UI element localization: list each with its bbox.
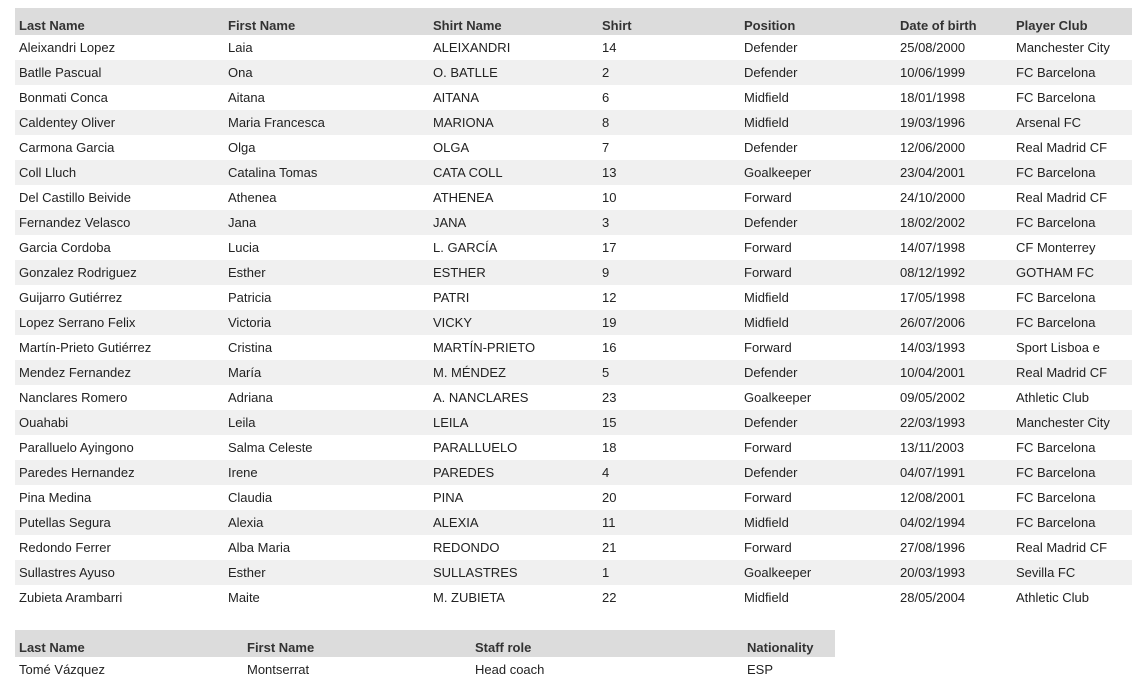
table-row bbox=[15, 410, 1132, 435]
cell-player-club: Sevilla FC bbox=[1012, 560, 1132, 585]
cell-last-name: Martín-Prieto Gutiérrez bbox=[19, 340, 152, 355]
cell-first-name: Aitana bbox=[228, 90, 265, 105]
cell-position: Defender bbox=[740, 60, 896, 85]
table-row bbox=[15, 260, 1132, 285]
table-row bbox=[15, 110, 1132, 135]
cell-position: Defender bbox=[744, 140, 798, 155]
table-row bbox=[15, 135, 1132, 160]
cell-player-club: FC Barcelona bbox=[1016, 290, 1096, 305]
cell-shirt: 1 bbox=[598, 560, 740, 585]
cell-date-of-birth: 23/04/2001 bbox=[896, 160, 1012, 185]
cell-shirt: 19 bbox=[598, 310, 740, 335]
table-row bbox=[15, 85, 1132, 110]
cell-player-club: GOTHAM FC bbox=[1012, 260, 1132, 285]
cell-player-club: FC Barcelona bbox=[1016, 440, 1096, 455]
cell-first-name: Laia bbox=[228, 40, 253, 55]
cell-shirt: 10 bbox=[602, 190, 617, 205]
cell-last-name: Zubieta Arambarri bbox=[19, 590, 123, 605]
cell-shirt-name: JANA bbox=[429, 210, 598, 235]
cell-shirt: 16 bbox=[602, 340, 617, 355]
cell-date-of-birth: 10/04/2001 bbox=[896, 360, 1012, 385]
cell-shirt-name: PAREDES bbox=[429, 460, 598, 485]
cell-shirt: 11 bbox=[598, 510, 740, 535]
table-row bbox=[15, 585, 1132, 610]
cell-position: Defender bbox=[740, 360, 896, 385]
cell-player-club: Real Madrid CF bbox=[1016, 140, 1108, 155]
cell-shirt-name: O. BATLLE bbox=[429, 60, 598, 85]
cell-first-name: Patricia bbox=[228, 290, 272, 305]
cell-position: Goalkeeper bbox=[740, 560, 896, 585]
cell-position: Defender bbox=[740, 460, 896, 485]
cell-last-name: Redondo Ferrer bbox=[19, 540, 111, 555]
cell-first-name: Alexia bbox=[224, 510, 429, 535]
cell-shirt-name: MARTÍN-PRIETO bbox=[433, 340, 536, 355]
cell-position: Midfield bbox=[744, 590, 789, 605]
cell-last-name: Paralluelo Ayingono bbox=[19, 440, 134, 455]
cell-shirt: 7 bbox=[602, 140, 610, 155]
cell-first-name: Athenea bbox=[228, 190, 277, 205]
cell-player-club: Athletic Club bbox=[1016, 590, 1089, 605]
table-row bbox=[15, 335, 1132, 360]
cell-shirt: 3 bbox=[598, 210, 740, 235]
players-header-row bbox=[15, 8, 1132, 35]
table-row bbox=[15, 160, 1132, 185]
cell-shirt: 21 bbox=[602, 540, 617, 555]
cell-first-name: Claudia bbox=[228, 490, 273, 505]
cell-shirt-name: PARALLUELO bbox=[433, 440, 518, 455]
cell-first-name: Maria Francesca bbox=[224, 110, 429, 135]
cell-date-of-birth: 18/02/2002 bbox=[896, 210, 1012, 235]
cell-position: Goalkeeper bbox=[744, 390, 812, 405]
cell-player-club: FC Barcelona bbox=[1016, 490, 1096, 505]
cell-date-of-birth: 28/05/2004 bbox=[900, 590, 966, 605]
cell-last-name: Sullastres Ayuso bbox=[15, 560, 224, 585]
cell-last-name: Fernandez Velasco bbox=[15, 210, 224, 235]
cell-date-of-birth: 18/01/1998 bbox=[900, 90, 966, 105]
cell-shirt: 18 bbox=[602, 440, 617, 455]
cell-shirt-name: OLGA bbox=[433, 140, 470, 155]
cell-last-name: Garcia Cordoba bbox=[19, 240, 111, 255]
table-row bbox=[15, 360, 1132, 385]
cell-shirt-name: LEILA bbox=[429, 410, 598, 435]
cell-last-name: Nanclares Romero bbox=[19, 390, 128, 405]
cell-position: Midfield bbox=[744, 290, 789, 305]
cell-player-club: Manchester City bbox=[1016, 40, 1110, 55]
cell-position: Forward bbox=[740, 260, 896, 285]
cell-last-name: Lopez Serrano Felix bbox=[15, 310, 224, 335]
cell-player-club: Real Madrid CF bbox=[1016, 190, 1108, 205]
cell-shirt: 23 bbox=[602, 390, 617, 405]
cell-date-of-birth: 26/07/2006 bbox=[896, 310, 1012, 335]
cell-last-name: Mendez Fernandez bbox=[15, 360, 224, 385]
cell-player-club: FC Barcelona bbox=[1012, 460, 1132, 485]
cell-date-of-birth: 24/10/2000 bbox=[900, 190, 966, 205]
cell-last-name: Batlle Pascual bbox=[15, 60, 224, 85]
cell-player-club: Manchester City bbox=[1012, 410, 1132, 435]
cell-first-name: Cristina bbox=[228, 340, 273, 355]
header-shirt-name: Shirt Name bbox=[429, 8, 598, 35]
table-row bbox=[15, 235, 1132, 260]
cell-position: Forward bbox=[744, 490, 792, 505]
cell-last-name: Pina Medina bbox=[19, 490, 92, 505]
cell-last-name: Caldentey Oliver bbox=[15, 110, 224, 135]
cell-player-club: FC Barcelona bbox=[1012, 310, 1132, 335]
cell-first-name: Lucia bbox=[228, 240, 260, 255]
cell-date-of-birth: 08/12/1992 bbox=[896, 260, 1012, 285]
cell-shirt-name: PATRI bbox=[433, 290, 470, 305]
header-date-of-birth: Date of birth bbox=[896, 8, 1012, 35]
cell-player-club: FC Barcelona bbox=[1016, 90, 1096, 105]
cell-last-name: Carmona Garcia bbox=[19, 140, 115, 155]
cell-date-of-birth: 25/08/2000 bbox=[900, 40, 966, 55]
cell-date-of-birth: 17/05/1998 bbox=[900, 290, 966, 305]
table-row bbox=[15, 35, 1132, 60]
cell-first-name: Maite bbox=[228, 590, 260, 605]
cell-first-name: Esther bbox=[224, 560, 429, 585]
cell-date-of-birth: 13/11/2003 bbox=[900, 440, 965, 455]
cell-shirt-name: A. NANCLARES bbox=[433, 390, 529, 405]
cell-last-name: Coll Lluch bbox=[15, 160, 224, 185]
table-row bbox=[15, 435, 1132, 460]
cell-position: Forward bbox=[744, 190, 792, 205]
cell-first-name: Alba Maria bbox=[228, 540, 291, 555]
cell-last-name: Del Castillo Beivide bbox=[19, 190, 131, 205]
cell-position: Defender bbox=[744, 40, 798, 55]
header-last-name: Last Name bbox=[15, 630, 243, 657]
cell-first-name: Irene bbox=[224, 460, 429, 485]
cell-shirt: 15 bbox=[598, 410, 740, 435]
header-player-club: Player Club bbox=[1012, 8, 1132, 35]
cell-staff-role: Head coach bbox=[475, 662, 545, 677]
table-row bbox=[15, 460, 1132, 485]
cell-date-of-birth: 20/03/1993 bbox=[896, 560, 1012, 585]
cell-date-of-birth: 04/07/1991 bbox=[896, 460, 1012, 485]
cell-player-club: FC Barcelona bbox=[1012, 60, 1132, 85]
cell-shirt-name: MARIONA bbox=[429, 110, 598, 135]
cell-shirt-name: REDONDO bbox=[433, 540, 500, 555]
cell-position: Midfield bbox=[740, 110, 896, 135]
cell-shirt-name: ALEXIA bbox=[429, 510, 598, 535]
table-row bbox=[15, 510, 1132, 535]
header-staff-role: Staff role bbox=[471, 630, 743, 657]
table-row bbox=[15, 310, 1132, 335]
cell-shirt: 2 bbox=[598, 60, 740, 85]
cell-player-club: Athletic Club bbox=[1016, 390, 1089, 405]
cell-date-of-birth: 14/07/1998 bbox=[900, 240, 966, 255]
header-first-name: First Name bbox=[224, 8, 429, 35]
cell-date-of-birth: 14/03/1993 bbox=[900, 340, 966, 355]
header-position: Position bbox=[740, 8, 896, 35]
staff-header-row bbox=[15, 630, 835, 657]
players-table bbox=[15, 8, 1132, 610]
cell-shirt-name: SULLASTRES bbox=[429, 560, 598, 585]
cell-position: Defender bbox=[740, 210, 896, 235]
cell-last-name: Paredes Hernandez bbox=[15, 460, 224, 485]
cell-first-name: Esther bbox=[224, 260, 429, 285]
cell-player-club: Real Madrid CF bbox=[1012, 360, 1132, 385]
cell-shirt-name: M. ZUBIETA bbox=[433, 590, 505, 605]
cell-first-name: Victoria bbox=[224, 310, 429, 335]
header-first-name: First Name bbox=[243, 630, 471, 657]
cell-shirt-name: CATA COLL bbox=[429, 160, 598, 185]
cell-player-club: Real Madrid CF bbox=[1016, 540, 1108, 555]
cell-player-club: FC Barcelona bbox=[1012, 160, 1132, 185]
cell-shirt: 6 bbox=[602, 90, 610, 105]
cell-date-of-birth: 10/06/1999 bbox=[896, 60, 1012, 85]
cell-date-of-birth: 12/06/2000 bbox=[900, 140, 966, 155]
cell-last-name: Gonzalez Rodriguez bbox=[15, 260, 224, 285]
table-row bbox=[15, 535, 1132, 560]
cell-first-name: Salma Celeste bbox=[228, 440, 313, 455]
header-last-name: Last Name bbox=[15, 8, 224, 35]
cell-first-name: Montserrat bbox=[247, 662, 310, 677]
staff-table-body bbox=[15, 657, 835, 682]
cell-position: Forward bbox=[744, 240, 792, 255]
table-row bbox=[15, 485, 1132, 510]
cell-position: Midfield bbox=[744, 90, 789, 105]
cell-player-club: FC Barcelona bbox=[1012, 210, 1132, 235]
cell-shirt-name: PINA bbox=[433, 490, 464, 505]
cell-date-of-birth: 09/05/2002 bbox=[900, 390, 966, 405]
cell-shirt-name: M. MÉNDEZ bbox=[429, 360, 598, 385]
cell-shirt-name: AITANA bbox=[433, 90, 479, 105]
cell-last-name: Tomé Vázquez bbox=[19, 662, 105, 677]
cell-first-name: Jana bbox=[224, 210, 429, 235]
cell-shirt-name: ATHENEA bbox=[433, 190, 494, 205]
cell-position: Forward bbox=[744, 340, 792, 355]
cell-shirt: 13 bbox=[598, 160, 740, 185]
table-row bbox=[15, 60, 1132, 85]
cell-shirt: 17 bbox=[602, 240, 617, 255]
cell-last-name: Guijarro Gutiérrez bbox=[19, 290, 123, 305]
table-row bbox=[15, 185, 1132, 210]
cell-last-name: Bonmati Conca bbox=[19, 90, 108, 105]
cell-shirt: 8 bbox=[598, 110, 740, 135]
cell-date-of-birth: 04/02/1994 bbox=[896, 510, 1012, 535]
cell-shirt-name: ESTHER bbox=[429, 260, 598, 285]
cell-shirt: 20 bbox=[602, 490, 617, 505]
cell-position: Forward bbox=[744, 440, 792, 455]
table-row bbox=[15, 285, 1132, 310]
cell-shirt-name: VICKY bbox=[429, 310, 598, 335]
cell-position: Midfield bbox=[740, 510, 896, 535]
cell-shirt: 12 bbox=[602, 290, 617, 305]
table-row bbox=[15, 560, 1132, 585]
cell-shirt: 14 bbox=[602, 40, 617, 55]
header-nationality: Nationality bbox=[743, 630, 835, 657]
players-table-body bbox=[15, 35, 1132, 610]
cell-position: Goalkeeper bbox=[740, 160, 896, 185]
cell-position: Forward bbox=[744, 540, 792, 555]
table-row bbox=[15, 210, 1132, 235]
cell-nationality: ESP bbox=[747, 662, 774, 677]
cell-date-of-birth: 27/08/1996 bbox=[900, 540, 966, 555]
cell-first-name: María bbox=[224, 360, 429, 385]
cell-shirt-name: L. GARCÍA bbox=[433, 240, 498, 255]
table-row bbox=[15, 657, 835, 682]
cell-position: Midfield bbox=[740, 310, 896, 335]
cell-shirt: 5 bbox=[598, 360, 740, 385]
cell-date-of-birth: 22/03/1993 bbox=[896, 410, 1012, 435]
header-shirt: Shirt bbox=[598, 8, 740, 35]
cell-first-name: Catalina Tomas bbox=[224, 160, 429, 185]
cell-player-club: Sport Lisboa e bbox=[1016, 340, 1100, 355]
cell-first-name: Leila bbox=[224, 410, 429, 435]
cell-first-name: Olga bbox=[228, 140, 256, 155]
cell-shirt-name: ALEIXANDRI bbox=[433, 40, 511, 55]
cell-player-club: FC Barcelona bbox=[1012, 510, 1132, 535]
cell-first-name: Adriana bbox=[228, 390, 273, 405]
table-row bbox=[15, 385, 1132, 410]
cell-position: Defender bbox=[740, 410, 896, 435]
cell-date-of-birth: 19/03/1996 bbox=[896, 110, 1012, 135]
cell-last-name: Ouahabi bbox=[15, 410, 224, 435]
cell-shirt: 22 bbox=[602, 590, 617, 605]
cell-shirt: 9 bbox=[598, 260, 740, 285]
staff-table bbox=[15, 630, 835, 682]
cell-player-club: Arsenal FC bbox=[1012, 110, 1132, 135]
cell-shirt: 4 bbox=[598, 460, 740, 485]
cell-last-name: Aleixandri Lopez bbox=[19, 40, 116, 55]
cell-date-of-birth: 12/08/2001 bbox=[900, 490, 966, 505]
cell-first-name: Ona bbox=[224, 60, 429, 85]
cell-player-club: CF Monterrey bbox=[1016, 240, 1096, 255]
cell-last-name: Putellas Segura bbox=[15, 510, 224, 535]
